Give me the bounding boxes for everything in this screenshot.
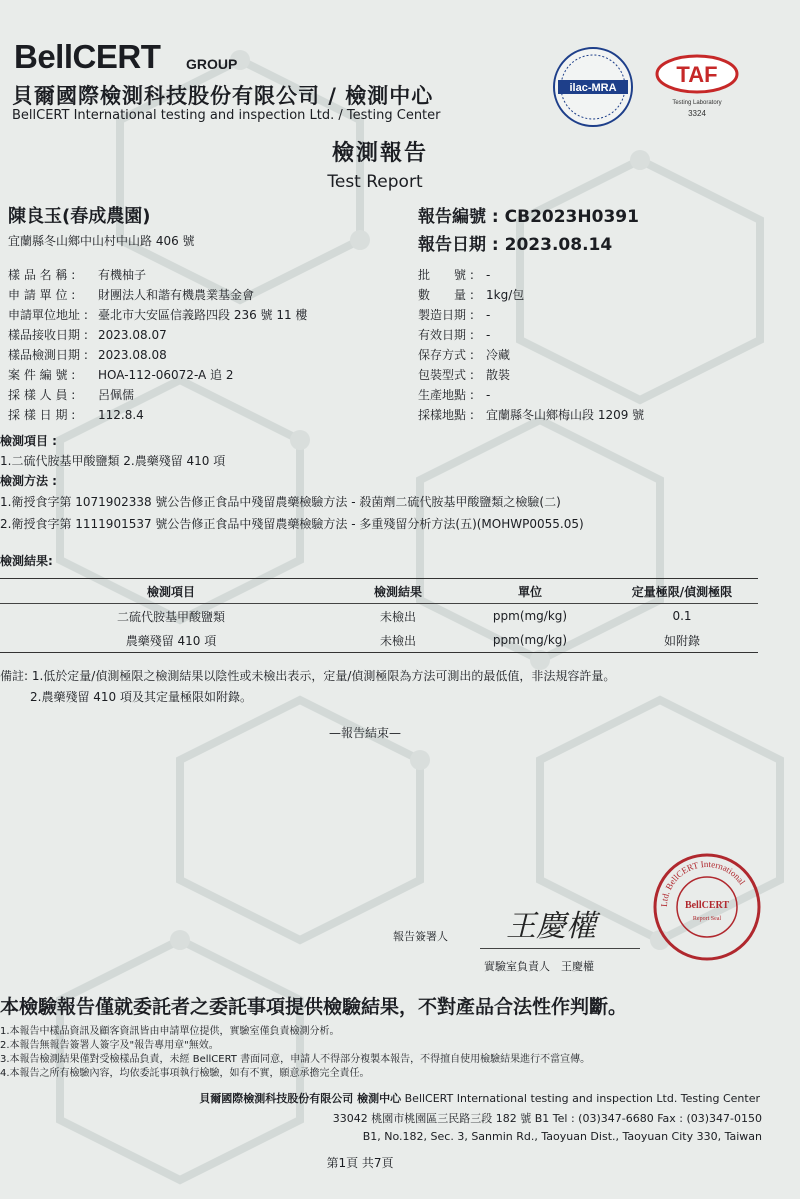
- col-header-limit: 定量極限/偵測極限: [606, 579, 758, 604]
- disclaimer-line: 2.本報告無報告簽署人簽字及"報告專用章"無效。: [0, 1040, 219, 1051]
- taf-logo-text: TAF: [676, 62, 718, 87]
- table-header-row: [0, 579, 758, 604]
- info-row: 採 樣 人 員 : 呂佩儒: [8, 388, 135, 402]
- cell-item: 農藥殘留 410 項: [0, 628, 342, 653]
- info-row: 採 樣 日 期 : 112.8.4: [8, 408, 144, 422]
- signature-line: [480, 948, 640, 949]
- info-row: 數 量 : 1kg/包: [418, 288, 525, 302]
- note-line: 備註: 1.低於定量/偵測極限之檢測結果以陰性或未檢出表示，定量/偵測極限為方法可測出的最低值，非法規容許量。: [0, 669, 616, 683]
- table-row: [0, 604, 758, 629]
- brand-logo-text: BellCERT: [14, 38, 161, 75]
- taf-logo: [652, 52, 742, 124]
- table-row: [0, 628, 758, 653]
- taf-sub-2: 3324: [688, 109, 706, 118]
- col-header-result: 檢測結果: [342, 579, 454, 604]
- cell-item: 二硫代胺基甲酸鹽類: [116, 609, 225, 624]
- ilac-logo-text: ilac-MRA: [569, 82, 617, 94]
- test-methods-heading: 檢測方法 :: [0, 474, 57, 488]
- footer-address-zh: 33042 桃園市桃園區三民路三段 182 號 B1 Tel : (03)347-6680 Fax : (03)347-0150: [332, 1112, 762, 1125]
- info-row: 申 請 單 位 : 財團法人和諧有機農業基金會: [8, 288, 255, 302]
- info-row: 保存方式 : 冷藏: [418, 348, 511, 362]
- results-table: [0, 578, 758, 653]
- info-row: 採樣地點 : 宜蘭縣冬山鄉梅山段 1209 號: [418, 408, 645, 422]
- company-name-en: BellCERT International testing and inspection Ltd. / Testing Center: [12, 108, 441, 123]
- note-line: 2.農藥殘留 410 項及其定量極限如附錄。: [30, 690, 252, 704]
- company-name-zh: 貝爾國際檢測科技股份有限公司 / 檢測中心: [12, 84, 434, 108]
- test-method-line: 1.衛授食字第 1071902338 號公告修正食品中殘留農藥檢驗方法 - 殺菌劑二硫代胺基甲酸鹽類之檢驗(二): [0, 495, 561, 509]
- signatory-label: 報告簽署人: [393, 930, 448, 943]
- brand-group-suffix: GROUP: [186, 56, 238, 72]
- info-row: 製造日期 : -: [418, 308, 491, 322]
- svg-text:Report Seal: Report Seal: [692, 916, 722, 922]
- cell-unit: ppm(mg/kg): [454, 628, 606, 653]
- cell-result: 未檢出: [379, 609, 416, 624]
- cell-unit: ppm(mg/kg): [492, 609, 568, 623]
- results-heading: 檢測結果:: [0, 554, 53, 568]
- svg-text:BellCERT: BellCERT: [684, 900, 730, 911]
- disclaimer-line: 1.本報告中樣品資訊及顧客資訊皆由申請單位提供，實驗室僅負責檢測分析。: [0, 1026, 340, 1037]
- report-number: 報告編號 : CB2023H0391: [418, 207, 639, 227]
- report-seal-stamp: [652, 852, 762, 962]
- info-row: 生產地點 : -: [418, 388, 491, 402]
- report-end-marker: —報告結束—: [328, 726, 401, 740]
- footer-company: [0, 1090, 760, 1106]
- info-row: 批 號 : -: [418, 268, 491, 282]
- info-row: 樣品檢測日期 : 2023.08.08: [8, 348, 167, 362]
- svg-text:Ltd. BellCERT International: Ltd. BellCERT International: [658, 858, 748, 908]
- test-method-line: 2.衛授食字第 1111901537 號公告修正食品中殘留農藥檢驗方法 - 多重殘留分析方法(五)(MOHWP0055.05): [0, 517, 584, 531]
- footer-company-zh: 貝爾國際檢測科技股份有限公司 檢測中心: [199, 1092, 402, 1105]
- report-title-zh: 檢測報告: [331, 141, 428, 166]
- cell-limit: 如附錄: [606, 628, 758, 653]
- cell-result: 未檢出: [342, 628, 454, 653]
- footer-address-en: B1, No.182, Sec. 3, Sanmin Rd., Taoyuan Dist., Taoyuan City 330, Taiwan: [362, 1130, 762, 1143]
- report-title-en: Test Report: [327, 172, 423, 192]
- report-date: 報告日期 : 2023.08.14: [418, 235, 613, 255]
- col-header-item: 檢測項目: [0, 579, 342, 604]
- disclaimer-line: 3.本報告檢測結果僅對受檢樣品負責，未經 BellCERT 書面同意，申請人不得部分複製本報告，不得擅自使用檢驗結果進行不當宣傳。: [0, 1054, 591, 1065]
- page-number: 第1頁 共7頁: [326, 1156, 394, 1170]
- taf-sub-1: Testing Laboratory: [672, 100, 722, 106]
- handwritten-signature: [500, 892, 620, 952]
- signatory-name: 實驗室負責人 王慶權: [484, 960, 594, 973]
- client-name: 陳良玉(春成農園): [8, 206, 151, 227]
- disclaimer-main: 本檢驗報告僅就委託者之委託事項提供檢驗結果，不對產品合法性作判斷。: [0, 996, 628, 1018]
- test-items-heading: 檢測項目 :: [0, 434, 57, 448]
- info-row: 申請單位地址 : 臺北市大安區信義路四段 236 號 11 樓: [8, 308, 308, 322]
- info-row: 包裝型式 : 散裝: [418, 368, 511, 382]
- test-items-text: 1.二硫代胺基甲酸鹽類 2.農藥殘留 410 項: [0, 454, 226, 468]
- footer-company-en: BellCERT International testing and inspection Ltd. Testing Center: [404, 1092, 760, 1105]
- info-row: 案 件 編 號 : HOA-112-06072-A 追 2: [8, 368, 234, 382]
- sample-info-left: [8, 265, 307, 425]
- client-address: 宜蘭縣冬山鄉中山村中山路 406 號: [8, 234, 195, 248]
- sample-info-right: [418, 265, 644, 425]
- disclaimer-line: 4.本報告之所有檢驗內容，均依委託事項執行檢驗，如有不實，願意承擔完全責任。: [0, 1068, 370, 1079]
- svg-text:王慶權: 王慶權: [506, 909, 596, 944]
- col-header-unit: 單位: [454, 579, 606, 604]
- cell-limit: 0.1: [672, 609, 692, 623]
- ilac-mra-logo: [552, 46, 634, 128]
- info-row: 有效日期 : -: [418, 328, 491, 342]
- info-row: 樣品接收日期 : 2023.08.07: [8, 328, 167, 342]
- info-row: 樣 品 名 稱 : 有機柚子: [8, 268, 147, 282]
